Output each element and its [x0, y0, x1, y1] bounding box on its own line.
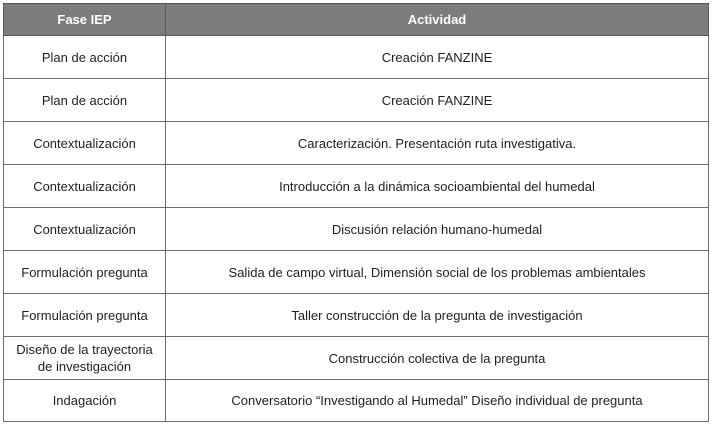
cell-actividad: Taller construcción de la pregunta de investigación	[166, 294, 709, 337]
header-actividad: Actividad	[166, 4, 709, 36]
cell-fase: Formulación pregunta	[4, 251, 166, 294]
table-header-row	[4, 4, 709, 36]
header-fase: Fase IEP	[4, 4, 166, 36]
table-row	[4, 79, 709, 122]
cell-actividad: Caracterización. Presentación ruta investigativa.	[166, 122, 709, 165]
cell-actividad: Introducción a la dinámica socioambiental del humedal	[166, 165, 709, 208]
cell-actividad: Construcción colectiva de la pregunta	[166, 337, 709, 380]
cell-fase: Formulación pregunta	[4, 294, 166, 337]
cell-actividad: Creación FANZINE	[166, 36, 709, 79]
cell-fase: Diseño de la trayectoria de investigación	[4, 337, 166, 380]
cell-actividad: Discusión relación humano-humedal	[166, 208, 709, 251]
activities-table	[3, 3, 709, 422]
table-row	[4, 294, 709, 337]
table-row	[4, 122, 709, 165]
table-row	[4, 337, 709, 380]
cell-fase: Plan de acción	[4, 79, 166, 122]
table-row	[4, 251, 709, 294]
cell-fase: Contextualización	[4, 208, 166, 251]
cell-actividad: Conversatorio “Investigando al Humedal” Diseño individual de pregunta	[166, 380, 709, 422]
cell-actividad: Salida de campo virtual, Dimensión social de los problemas ambientales	[166, 251, 709, 294]
cell-fase: Indagación	[4, 380, 166, 422]
table-row	[4, 380, 709, 422]
table-row	[4, 208, 709, 251]
cell-fase: Contextualización	[4, 122, 166, 165]
table-row	[4, 165, 709, 208]
table-row	[4, 36, 709, 79]
cell-fase: Plan de acción	[4, 36, 166, 79]
cell-actividad: Creación FANZINE	[166, 79, 709, 122]
cell-fase: Contextualización	[4, 165, 166, 208]
